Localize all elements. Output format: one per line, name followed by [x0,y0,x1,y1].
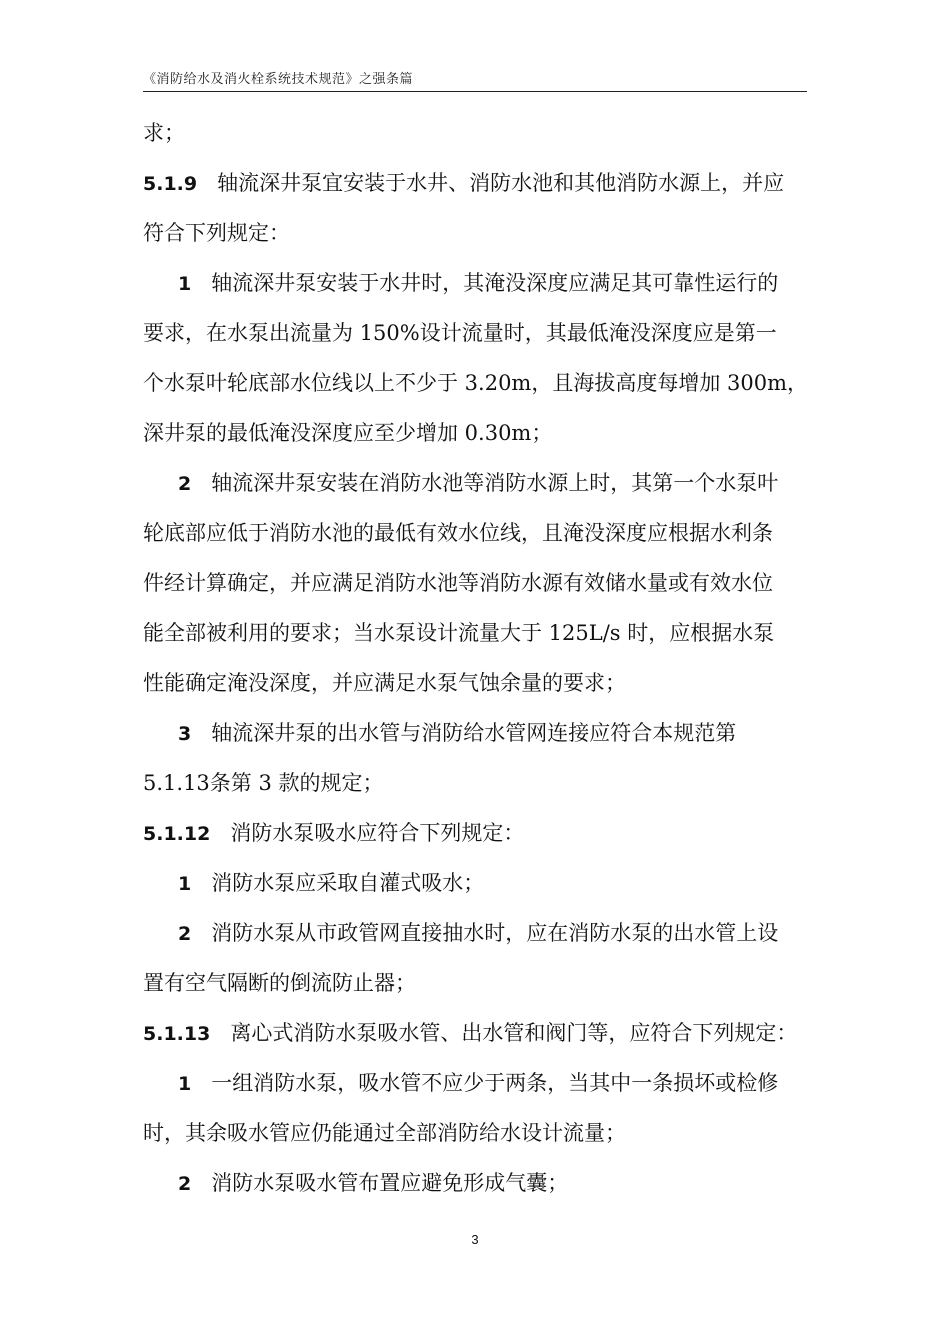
list-item: 1 消防水泵应采取自灌式吸水； [178,871,485,895]
text-line: 时，其余吸水管应仍能通过全部消防给水设计流量； [143,1121,626,1145]
clause-number: 5.1.13 [143,1023,211,1045]
text-line: 轮底部应低于消防水池的最低有效水位线，且淹没深度应根据水利条 [143,521,773,545]
text-line: 置有空气隔断的倒流防止器； [143,971,416,995]
text-line: 求； [143,121,185,145]
item-number: 2 [178,473,192,495]
item-number: 2 [178,923,192,945]
list-item: 3 轴流深井泵的出水管与消防给水管网连接应符合本规范第 [178,721,737,745]
text-line: 5.1.13条第 3 款的规定； [143,771,384,795]
clause-heading: 5.1.9 轴流深井泵宜安装于水井、消防水池和其他消防水源上，并应 [143,171,785,195]
clause-number: 5.1.12 [143,823,211,845]
text-line: 件经计算确定，并应满足消防水池等消防水源有效储水量或有效水位 [143,571,773,595]
text-line: 能全部被利用的要求；当水泵设计流量大于 125L/s 时，应根据水泵 [143,621,775,645]
text-line: 深井泵的最低淹没深度应至少增加 0.30m； [143,421,553,445]
document-body [143,108,808,1208]
list-item: 2 消防水泵从市政管网直接抽水时，应在消防水泵的出水管上设 [178,921,779,945]
list-item: 1 轴流深井泵安装于水井时，其淹没深度应满足其可靠性运行的 [178,271,779,295]
item-number: 1 [178,873,192,895]
item-number: 1 [178,1073,192,1095]
list-item: 1 一组消防水泵，吸水管不应少于两条，当其中一条损坏或检修 [178,1071,779,1095]
running-header: 《消防给水及消火栓系统技术规范》之强条篇 [143,68,807,92]
item-number: 2 [178,1173,192,1195]
text-line: 性能确定淹没深度，并应满足水泵气蚀余量的要求； [143,671,626,695]
list-item: 2 消防水泵吸水管布置应避免形成气囊； [178,1171,569,1195]
clause-heading: 5.1.12 消防水泵吸水应符合下列规定： [143,821,525,845]
list-item: 2 轴流深井泵安装在消防水池等消防水源上时，其第一个水泵叶 [178,471,779,495]
text-line: 个水泵叶轮底部水位线以上不少于 3.20m，且海拔高度每增加 300m， [143,371,808,395]
page-number: 3 [471,1232,479,1247]
item-number: 1 [178,273,192,295]
clause-heading: 5.1.13 离心式消防水泵吸水管、出水管和阀门等，应符合下列规定： [143,1021,798,1045]
item-number: 3 [178,723,192,745]
text-line: 符合下列规定： [143,221,290,245]
text-line: 要求，在水泵出流量为 150%设计流量时，其最低淹没深度应是第一 [143,321,777,345]
clause-number: 5.1.9 [143,173,198,195]
